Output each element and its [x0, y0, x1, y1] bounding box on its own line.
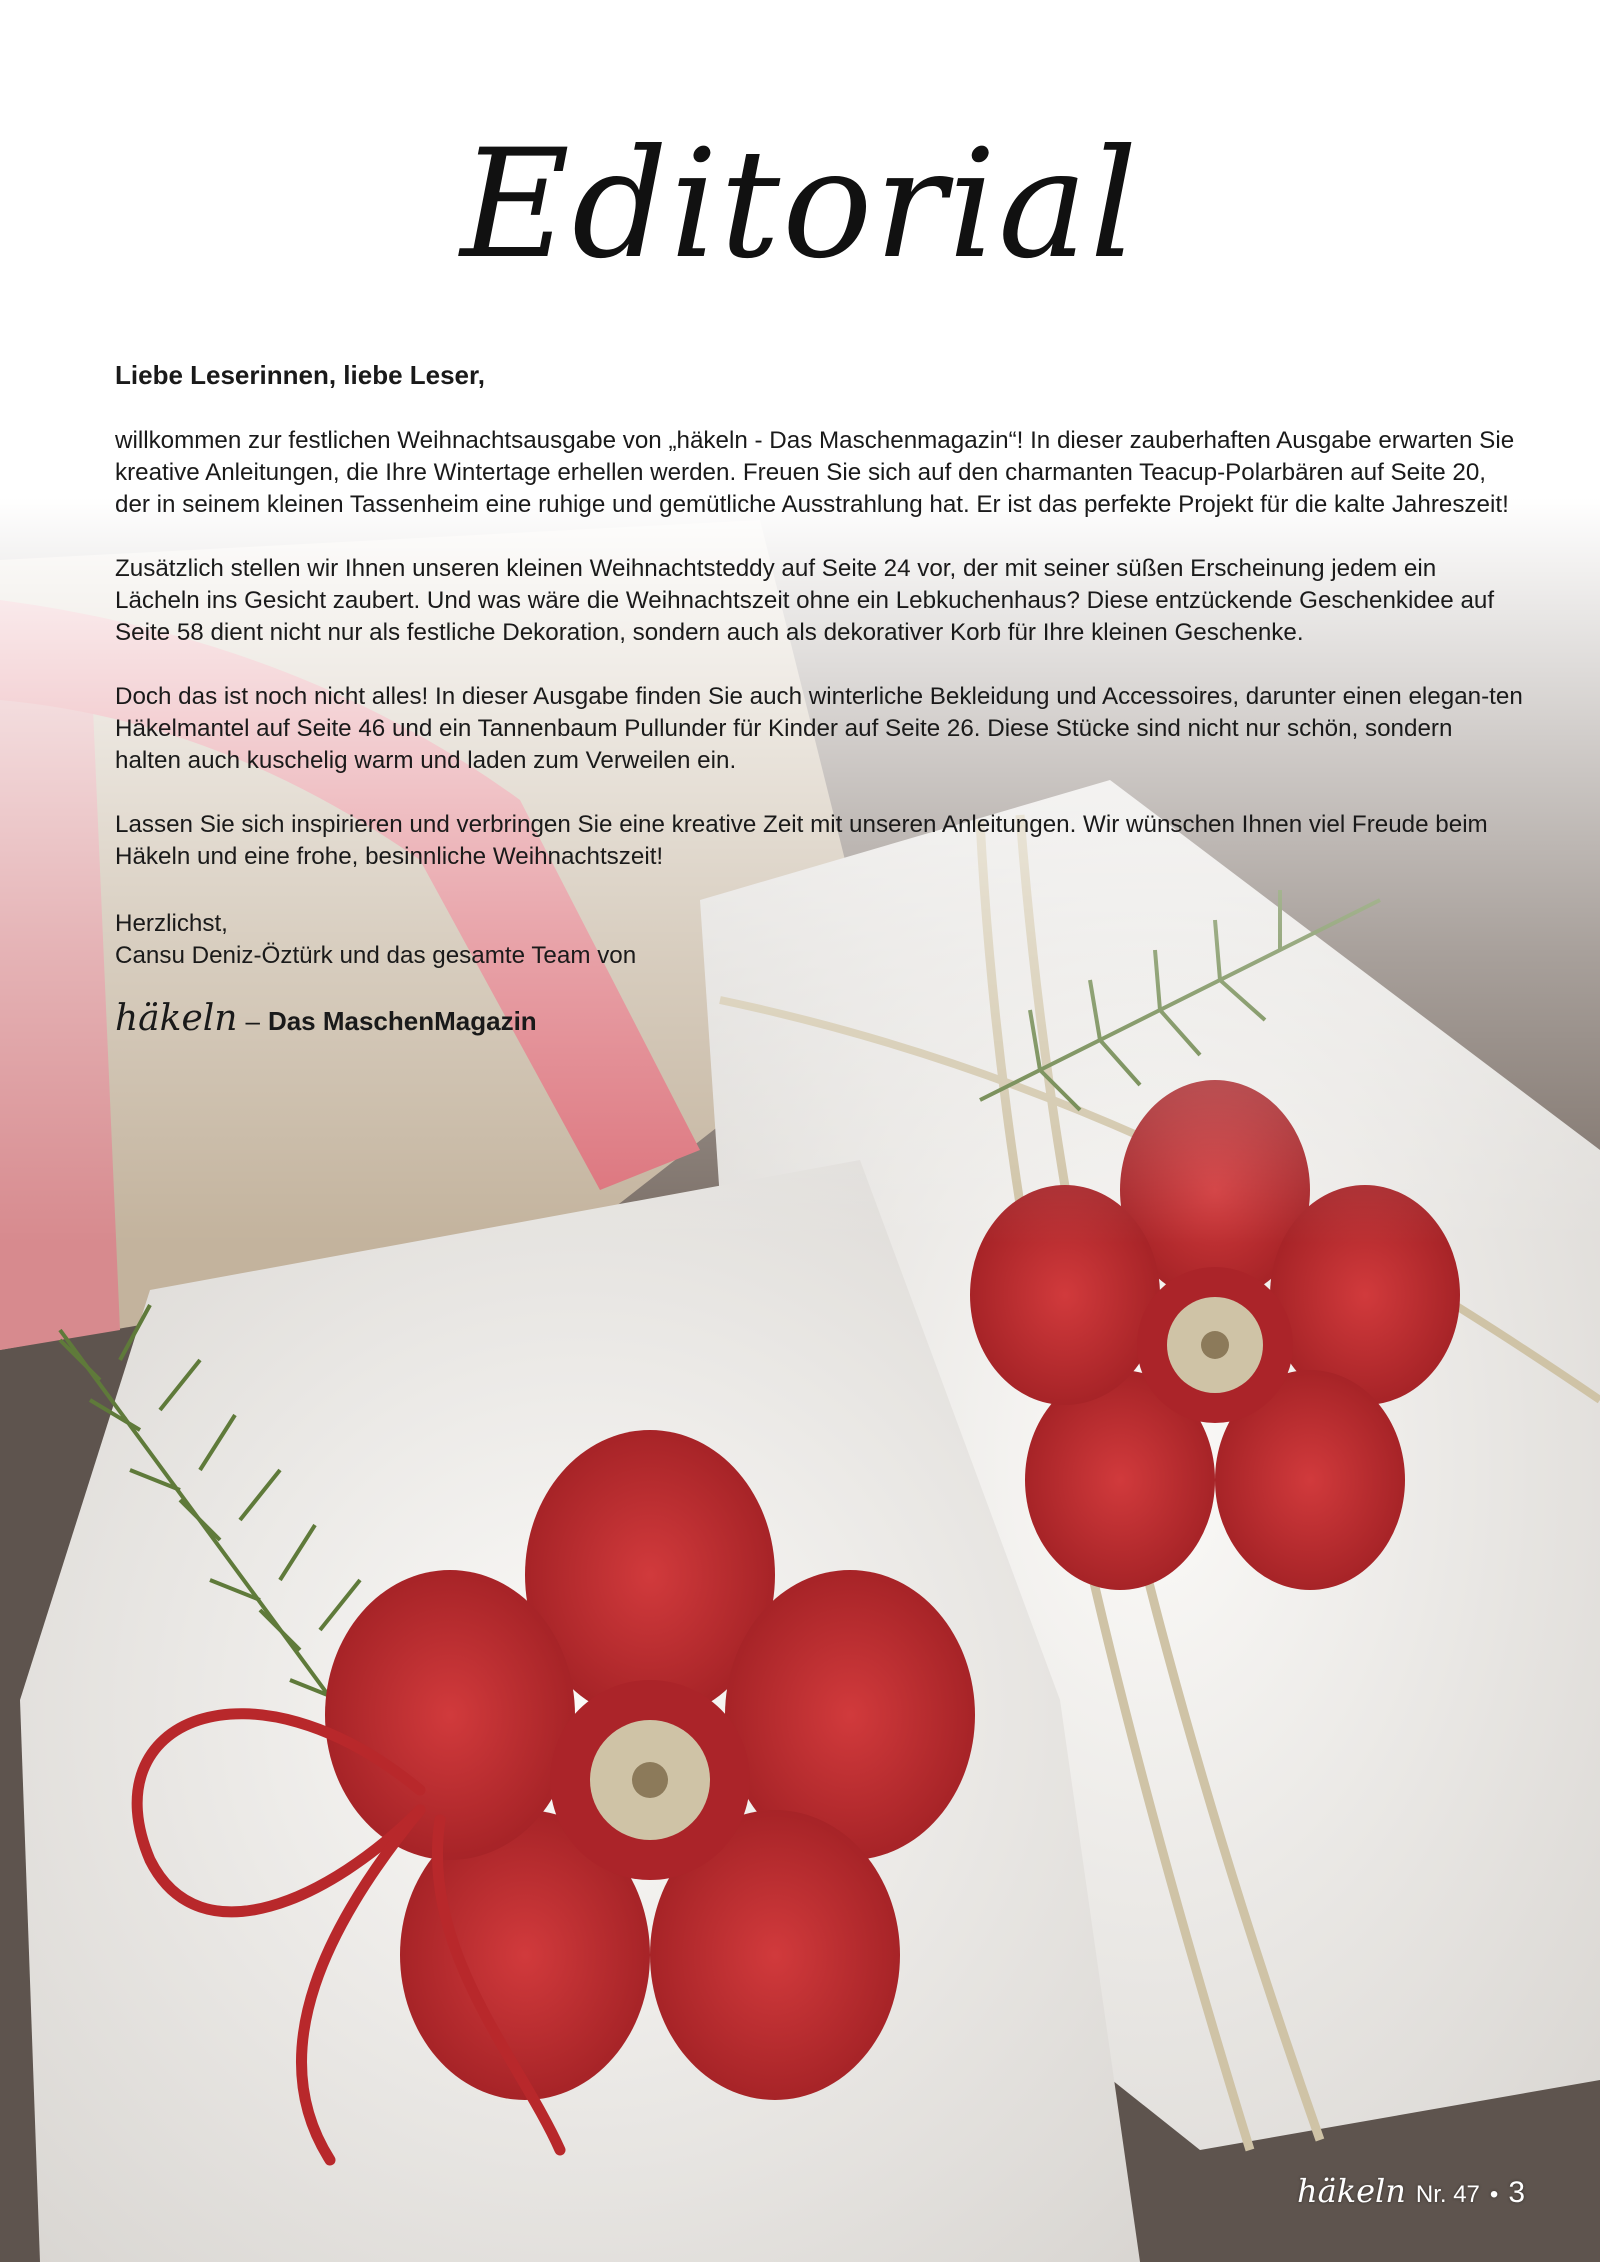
paragraph-1: willkommen zur festlichen Weihnachtsausgabe von „häkeln - Das Maschenmagazin“! In dieser zauberhaften Ausgabe erwarten Sie kreative Anleitungen, die Ihre Wintertage erhellen werden. Freuen Sie sich auf den charmanten Teacup-Polarbären auf Seite 20, der in seinem kleinen Tassenheim eine ruhige und gemütliche Ausstrahlung hat. Er ist das perfekte Projekt für die kalte Jahreszeit! [115, 427, 1515, 518]
brand-script-logo: häkeln [115, 998, 238, 1039]
brand-name: Das MaschenMagazin [267, 1006, 537, 1036]
brand-line [115, 998, 537, 1039]
page-number: 3 [1508, 2176, 1525, 2209]
greeting: Liebe Leserinnen, liebe Leser, [115, 360, 485, 390]
paragraph-2: Zusätzlich stellen wir Ihnen unseren kleinen Weihnachtsteddy auf Seite 24 vor, der mit seiner süßen Erscheinung jedem ein Lächeln ins Gesicht zaubert. Und was wäre die Weihnachtszeit ohne ein Lebkuchenhaus? Diese entzückende Geschenkidee auf Seite 58 dient nicht nur als festliche Dekoration, sondern auch als dekorativer Korb für Ihre kleinen Geschenke. [115, 555, 1495, 646]
brand-dash: – [245, 1006, 260, 1036]
paragraph-4: Lassen Sie sich inspirieren und verbringen Sie eine kreative Zeit mit unseren Anleitungen. Wir wünschen Ihnen viel Freude beim Häkeln und eine frohe, besinnliche Weihnachtszeit! [115, 811, 1488, 870]
signature-block [115, 908, 636, 972]
footer-bullet: • [1489, 2181, 1499, 2208]
page-footer [1297, 2172, 1525, 2210]
editorial-body [115, 425, 1525, 905]
paragraph-3: Doch das ist noch nicht alles! In dieser Ausgabe finden Sie auch winterliche Bekleidung und Accessoires, darunter einen elegan-ten Häkelmantel auf Seite 46 und ein Tannenbaum Pullunder für Kinder auf Seite 26. Diese Stücke sind nicht nur schön, sondern halten auch kuschelig warm und laden zum Verweilen ein. [115, 683, 1523, 774]
signature: Cansu Deniz-Öztürk und das gesamte Team von [115, 942, 637, 969]
closing: Herzlichst, [115, 910, 228, 937]
footer-issue: Nr. 47 [1415, 2181, 1480, 2208]
editorial-title: Editorial [460, 118, 1140, 292]
footer-brand: häkeln [1297, 2172, 1406, 2210]
